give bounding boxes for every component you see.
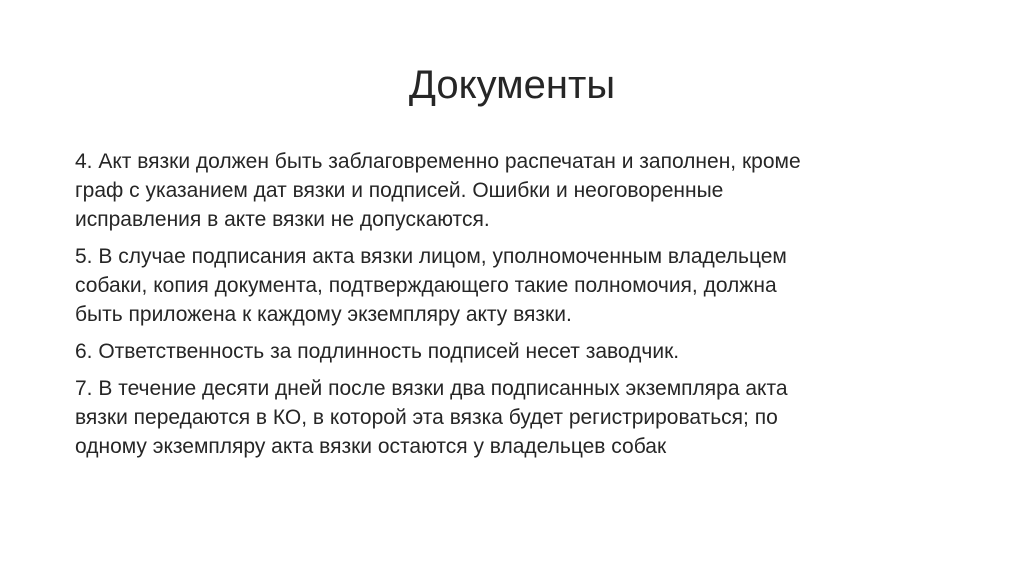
slide-title: Документы xyxy=(408,63,616,107)
paragraph-item-4: 4. Акт вязки должен быть заблаговременно распечатан и заполнен, кроме граф с указанием дат вязки и подписей. Ошибки и неоговоренные исправления в акте вязки не допускаются. xyxy=(75,150,801,231)
paragraph-item-5: 5. В случае подписания акта вязки лицом, уполномоченным владельцем собаки, копия документа, подтверждающего такие полномочия, должна быть приложена к каждому экземпляру акту вязки. xyxy=(75,245,787,326)
paragraph-item-6: 6. Ответственность за подлинность подписей несет заводчик. xyxy=(75,340,680,363)
paragraph-item-7: 7. В течение десяти дней после вязки два подписанных экземпляра акта вязки передаются в КО, в которой эта вязка будет регистрироваться; по одному экземпляру акта вязки остаются у владельцев собак xyxy=(75,377,788,458)
slide-body xyxy=(75,147,955,469)
